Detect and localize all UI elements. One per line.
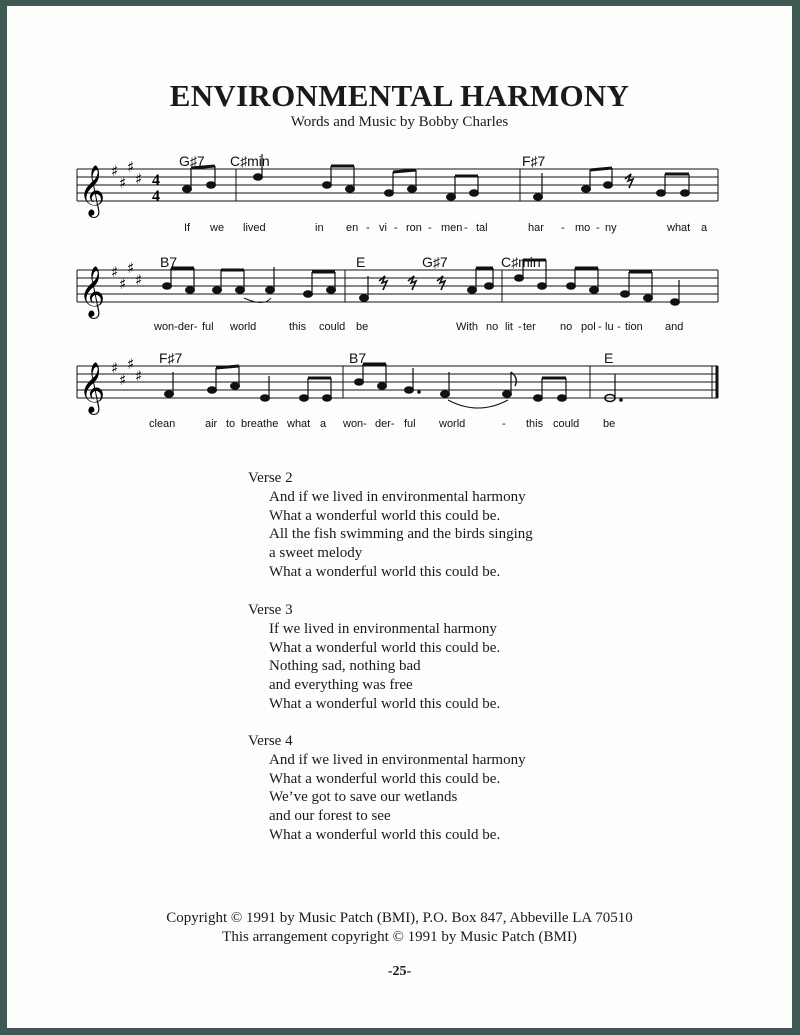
verse-line: What a wonderful world this could be. (269, 695, 501, 712)
lyric-syllable: - (394, 222, 398, 234)
lyric-syllable: tion (625, 321, 643, 333)
verse-line: What a wonderful world this could be. (269, 826, 501, 843)
verse-line: and everything was free (269, 677, 413, 694)
lyric-syllable: no (486, 321, 499, 333)
lyrics-system-1 (184, 222, 708, 234)
lyric-syllable: ron (406, 222, 422, 234)
lyric-syllable: har (528, 222, 544, 234)
lyrics-system-3 (149, 418, 615, 430)
lyric-syllable: breathe (241, 418, 279, 430)
lyric-syllable: world (439, 418, 466, 430)
lyric-syllable: en (346, 222, 359, 234)
staff-system-2 (77, 254, 718, 333)
copyright-line: Copyright © 1991 by Music Patch (BMI), P.O. Box 847, Abbeville LA 70510 (166, 910, 633, 926)
lyric-syllable: - (617, 321, 621, 333)
lyric-syllable: no (560, 321, 573, 333)
svg-text:♯: ♯ (127, 355, 135, 373)
svg-text:♯: ♯ (127, 158, 135, 176)
chord-symbol: C♯min (230, 153, 270, 169)
svg-text:♯: ♯ (119, 371, 127, 389)
lyric-syllable: in (315, 222, 324, 234)
lyric-syllable: ter (523, 321, 536, 333)
treble-clef-icon: 𝄞 (79, 165, 106, 216)
lyric-syllable: lit (505, 321, 513, 333)
music-score (7, 6, 792, 436)
chord-symbol: E (604, 350, 614, 366)
svg-text:♯: ♯ (127, 259, 135, 277)
song-title: ENVIRONMENTAL HARMONY (169, 78, 630, 113)
svg-text:♯: ♯ (135, 170, 143, 188)
lyric-syllable: With (456, 321, 478, 333)
verse-line: What a wonderful world this could be. (269, 639, 501, 656)
lyric-syllable: could (319, 321, 346, 333)
svg-text:♯: ♯ (119, 275, 127, 293)
svg-text:♯: ♯ (111, 359, 119, 377)
lyric-syllable: der- (375, 418, 395, 430)
lyric-syllable: a (701, 222, 708, 234)
key-signature-sharps (111, 355, 142, 389)
lyric-syllable: won-der- (154, 321, 198, 333)
svg-text:♯: ♯ (135, 271, 143, 289)
key-signature-sharps (111, 259, 142, 293)
treble-clef-icon: 𝄞 (79, 266, 106, 317)
svg-text:♯: ♯ (111, 162, 119, 180)
staff-system-3 (77, 350, 718, 430)
page-number: -25- (387, 964, 412, 979)
verse-4 (248, 732, 526, 845)
svg-text:♯: ♯ (111, 263, 119, 281)
verse-label: Verse 4 (248, 733, 293, 749)
verse-label: Verse 2 (248, 470, 293, 486)
staff-system-1 (77, 153, 718, 234)
chord-symbol: B7 (160, 254, 178, 270)
lyric-syllable: If (184, 222, 191, 234)
lyric-syllable: - (366, 222, 370, 234)
lyric-syllable: mo (575, 222, 591, 234)
verse-line: And if we lived in environmental harmony (269, 751, 526, 768)
lyric-syllable: clean (149, 418, 176, 430)
chord-symbol: G♯7 (422, 254, 448, 270)
chord-symbol: E (356, 254, 366, 270)
lyric-syllable: - (598, 321, 602, 333)
verse-2 (248, 469, 533, 582)
lyric-syllable: could (553, 418, 580, 430)
chord-symbol: C♯min (501, 254, 541, 270)
lyric-syllable: lu (605, 321, 614, 333)
lyric-syllable: be (356, 321, 369, 333)
time-signature (152, 172, 160, 205)
verse-line: What a wonderful world this could be. (269, 770, 501, 787)
chord-symbol: F♯7 (159, 350, 183, 366)
verse-line: We’ve got to save our wetlands (269, 789, 458, 806)
lyric-syllable: - (561, 222, 565, 234)
notes-system-2 (163, 260, 680, 305)
verse-line: and our forest to see (269, 808, 391, 825)
lyric-syllable: and (665, 321, 684, 333)
verse-line: What a wonderful world this could be. (269, 563, 501, 580)
chord-symbol: F♯7 (522, 153, 546, 169)
verse-line: Nothing sad, nothing bad (269, 658, 421, 675)
notes-system-3 (165, 364, 623, 408)
lyric-syllable: - (518, 321, 522, 333)
verse-line: All the fish swimming and the birds singing (269, 526, 533, 543)
lyric-syllable: what (667, 222, 691, 234)
lyric-syllable: ful (404, 418, 416, 430)
lyric-syllable: we (210, 222, 225, 234)
verse-line: If we lived in environmental harmony (269, 620, 497, 637)
lyric-syllable: tal (476, 222, 488, 234)
svg-text:♯: ♯ (135, 367, 143, 385)
lyric-syllable: be (603, 418, 616, 430)
lyric-syllable: won- (343, 418, 367, 430)
verse-line: a sweet melody (269, 545, 363, 562)
lyric-syllable: - (428, 222, 432, 234)
lyric-syllable: men (441, 222, 463, 234)
lyric-syllable: - (502, 418, 506, 430)
sheet-music-page (7, 6, 792, 1028)
lyric-syllable: lived (243, 222, 266, 234)
lyric-syllable: ny (605, 222, 617, 234)
lyric-syllable: ful (202, 321, 214, 333)
lyric-syllable: what (287, 418, 311, 430)
verse-line: What a wonderful world this could be. (269, 507, 501, 524)
lyric-syllable: - (596, 222, 600, 234)
chord-symbol: G♯7 (179, 153, 205, 169)
lyric-syllable: to (226, 418, 236, 430)
copyright-notice (7, 909, 792, 947)
lyric-syllable: this (289, 321, 307, 333)
lyric-syllable: a (320, 418, 327, 430)
treble-clef-icon: 𝄞 (79, 362, 106, 413)
chord-symbol: B7 (349, 350, 367, 366)
lyric-syllable: vi (379, 222, 387, 234)
svg-text:4: 4 (152, 188, 160, 205)
lyric-syllable: air (205, 418, 218, 430)
verse-label: Verse 3 (248, 602, 293, 618)
svg-text:4: 4 (152, 172, 160, 189)
song-credit: Words and Music by Bobby Charles (290, 114, 509, 130)
key-signature-sharps (111, 158, 142, 192)
verse-3 (248, 601, 500, 714)
lyric-syllable: - (464, 222, 468, 234)
lyric-syllable: pol (581, 321, 596, 333)
lyrics-system-2 (153, 321, 683, 333)
copyright-line: This arrangement copyright © 1991 by Music Patch (BMI) (222, 929, 577, 945)
lyric-syllable: this (526, 418, 544, 430)
verse-line: And if we lived in environmental harmony (269, 488, 526, 505)
svg-text:♯: ♯ (119, 174, 127, 192)
lyric-syllable: world (230, 321, 257, 333)
